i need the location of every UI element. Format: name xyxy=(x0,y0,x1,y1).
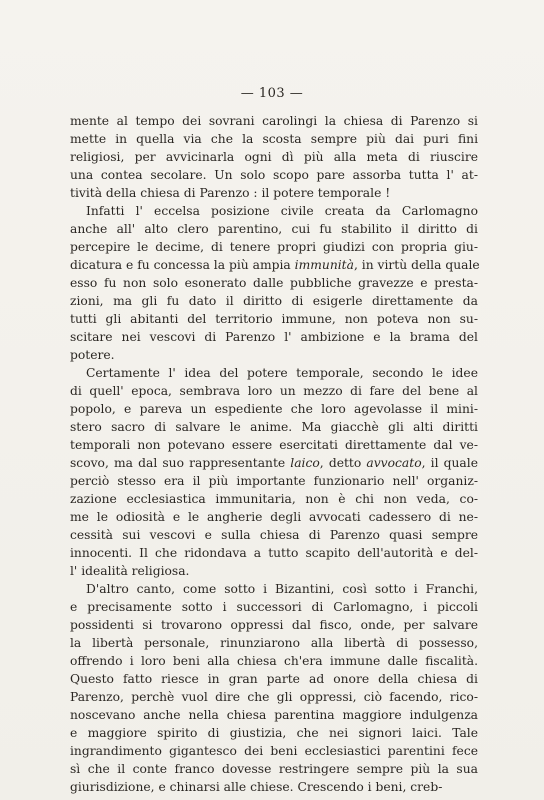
text-segment: anche all' alto clero parentino, cui fu stabilito il diritto di xyxy=(70,222,478,236)
italic-term: immunità xyxy=(294,258,354,272)
text-segment: esso fu non solo esonerato dalle pubbliche gravezze e presta- xyxy=(70,276,478,290)
text-segment: temporali non potevano essere esercitati direttamente dal ve- xyxy=(70,438,478,452)
text-line xyxy=(70,310,478,328)
text-segment: e maggiore spirito di giustizia, che nei signori laici. Tale xyxy=(70,726,478,740)
text-segment: potere. xyxy=(70,348,115,362)
text-line xyxy=(70,562,478,580)
text-line xyxy=(70,148,478,166)
text-line xyxy=(70,724,478,742)
text-line xyxy=(70,526,478,544)
text-segment: Infatti l' eccelsa posizione civile creata da Carlomagno xyxy=(86,204,478,218)
text-segment: sì che il conte franco dovesse restringere sempre più la sua xyxy=(70,762,478,776)
text-line xyxy=(70,652,478,670)
text-line xyxy=(70,202,478,220)
text-line xyxy=(70,742,478,760)
text-line xyxy=(70,166,478,184)
text-line xyxy=(70,256,478,274)
body-text xyxy=(70,112,478,796)
text-segment: stero sacro di salvare le anime. Ma giacchè gli alti diritti xyxy=(70,420,478,434)
text-line xyxy=(70,706,478,724)
text-line xyxy=(70,238,478,256)
text-line xyxy=(70,274,478,292)
text-segment: cessità sui vescovi e sulla chiesa di Parenzo quasi sempre xyxy=(70,528,478,542)
text-segment: D'altro canto, come sotto i Bizantini, così sotto i Franchi, xyxy=(86,582,478,596)
text-segment: giurisdizione, e chinarsi alle chiese. Crescendo i beni, creb- xyxy=(70,780,443,794)
paragraph xyxy=(70,202,478,364)
text-line xyxy=(70,580,478,598)
text-line xyxy=(70,778,478,796)
paragraph xyxy=(70,580,478,796)
text-line xyxy=(70,382,478,400)
text-segment: mente al tempo dei sovrani carolingi la chiesa di Parenzo si xyxy=(70,114,478,128)
text-line xyxy=(70,670,478,688)
text-segment: scitare nei vescovi di Parenzo l' ambizione e la brama del xyxy=(70,330,478,344)
text-line xyxy=(70,760,478,778)
text-segment: innocenti. Il che ridondava a tutto scapito dell'autorità e del- xyxy=(70,546,478,560)
text-segment: Parenzo, perchè vuol dire che gli oppressi, ciò facendo, rico- xyxy=(70,690,478,704)
text-segment: zazione ecclesiastica immunitaria, non è chi non veda, co- xyxy=(70,492,478,506)
text-line xyxy=(70,112,478,130)
text-line xyxy=(70,400,478,418)
text-line xyxy=(70,436,478,454)
text-line xyxy=(70,544,478,562)
text-segment: offrendo i loro beni alla chiesa ch'era immune dalle fiscalità. xyxy=(70,654,478,668)
text-line xyxy=(70,598,478,616)
text-segment: la libertà personale, rinunziarono alla libertà di possesso, xyxy=(70,636,478,650)
text-line xyxy=(70,508,478,526)
text-segment: percepire le decime, di tenere propri giudizi con propria giu- xyxy=(70,240,478,254)
paragraph xyxy=(70,364,478,580)
italic-term: laico xyxy=(290,456,320,470)
text-segment: zioni, ma gli fu dato il diritto di esigerle direttamente da xyxy=(70,294,478,308)
text-segment: noscevano anche nella chiesa parentina maggiore indulgenza xyxy=(70,708,478,722)
text-segment: mette in quella via che la scosta sempre più dai puri fini xyxy=(70,132,478,146)
text-line xyxy=(70,292,478,310)
text-segment: , detto xyxy=(319,456,367,470)
text-segment: di quell' epoca, sembrava loro un mezzo di fare del bene al xyxy=(70,384,478,398)
text-line xyxy=(70,472,478,490)
text-segment: ingrandimento gigantesco dei beni ecclesiastici parentini fece xyxy=(70,744,478,758)
text-segment: tutti gli abitanti del territorio immune, non poteva non su- xyxy=(70,312,478,326)
text-segment: tività della chiesa di Parenzo : il potere temporale ! xyxy=(70,186,391,200)
text-line xyxy=(70,454,478,472)
text-line xyxy=(70,184,478,202)
text-segment: scovo, ma dal suo rappresentante xyxy=(70,456,291,470)
text-line xyxy=(70,616,478,634)
text-line xyxy=(70,418,478,436)
text-segment: l' idealità religiosa. xyxy=(70,564,190,578)
text-line xyxy=(70,364,478,382)
text-line xyxy=(70,490,478,508)
text-segment: e precisamente sotto i successori di Carlomagno, i piccoli xyxy=(70,600,478,614)
page-number: — 103 — xyxy=(240,86,304,101)
text-segment: una contea secolare. Un solo scopo pare assorba tutta l' at- xyxy=(70,168,478,182)
text-line xyxy=(70,688,478,706)
text-line xyxy=(70,634,478,652)
text-segment: , il quale xyxy=(421,456,478,470)
text-segment: religiosi, per avvicinarla ogni dì più alla meta di riuscire xyxy=(70,150,478,164)
text-segment: me le odiosità e le angherie degli avvocati cadessero di ne- xyxy=(70,510,478,524)
text-line xyxy=(70,220,478,238)
text-segment: dicatura e fu concessa la più ampia xyxy=(70,258,295,272)
text-segment: perciò stesso era il più importante funzionario nell' organiz- xyxy=(70,474,478,488)
text-segment: possidenti si trovarono oppressi dal fisco, onde, per salvare xyxy=(70,618,478,632)
paragraph xyxy=(70,112,478,202)
text-line xyxy=(70,346,478,364)
text-line xyxy=(70,130,478,148)
text-segment: , in virtù della quale xyxy=(353,258,480,272)
text-segment: popolo, e pareva un espediente che loro agevolasse il mini- xyxy=(70,402,478,416)
text-segment: Questo fatto riesce in gran parte ad onore della chiesa di xyxy=(70,672,478,686)
italic-term: avvocato xyxy=(366,456,422,470)
text-line xyxy=(70,328,478,346)
text-segment: Certamente l' idea del potere temporale, secondo le idee xyxy=(86,366,478,380)
